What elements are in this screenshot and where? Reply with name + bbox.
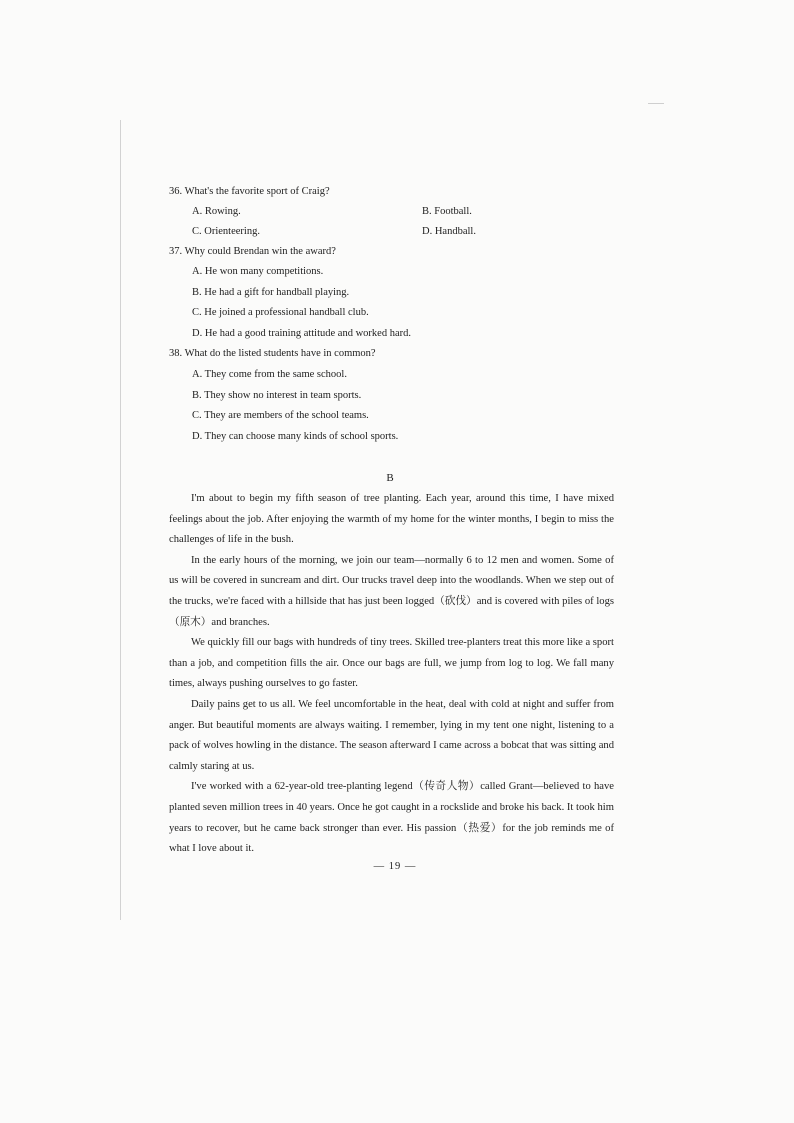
passage-paragraph: Daily pains get to us all. We feel uncomfortable in the heat, deal with cold at night and suffer from anger. But beautiful moments are always waiting. I remember, lying in my tent one night, listening to a pack of wolves howling in the distance. The season afterward I came across a bobcat that was sitting and calmly staring at us.: [169, 698, 614, 772]
passage-paragraph: I've worked with a 62-year-old tree-planting legend（传奇人物）called Grant—believed to have planted seven million trees in 40 years. Once he got caught in a rockslide and broke his back. It took him years to recover, but he came back stronger than ever. His passion（热爱）for the job reminds me of what I love about it.: [169, 781, 614, 855]
option-38-a: [192, 368, 347, 381]
option-36-a: [192, 205, 241, 218]
option-37-c: [192, 306, 369, 319]
option-letter: D.: [192, 431, 203, 442]
option-38-d: [192, 430, 398, 443]
option-38-b: [192, 389, 361, 402]
option-text: They show no interest in team sports.: [204, 390, 362, 401]
option-text: He joined a professional handball club.: [204, 307, 369, 318]
section-heading: B: [386, 472, 394, 484]
option-letter: C.: [192, 410, 202, 421]
option-text: He had a gift for handball playing.: [204, 287, 350, 298]
option-37-b: [192, 286, 349, 299]
question-number: 36.: [169, 186, 183, 197]
option-text: They come from the same school.: [204, 369, 347, 380]
option-text: Orienteering.: [204, 226, 260, 237]
option-text: They are members of the school teams.: [204, 410, 369, 421]
question-text: What do the listed students have in common?: [184, 348, 376, 359]
option-text: He had a good training attitude and worked hard.: [204, 328, 411, 339]
option-36-d: [422, 225, 476, 238]
option-text: He won many competitions.: [204, 266, 324, 277]
question-text: What's the favorite sport of Craig?: [184, 186, 330, 197]
option-37-a: [192, 265, 323, 278]
option-text: They can choose many kinds of school sports.: [204, 431, 399, 442]
question-36: [169, 185, 330, 198]
option-letter: A.: [192, 206, 203, 217]
option-text: Handball.: [434, 226, 476, 237]
question-number: 37.: [169, 246, 183, 257]
option-letter: B.: [192, 287, 202, 298]
passage-paragraph: I'm about to begin my fifth season of tree planting. Each year, around this time, I have mixed feelings about the job. After enjoying the warmth of my home for the winter months, I begin to miss the challenges of life in the bush.: [169, 493, 614, 546]
option-letter: A.: [192, 266, 203, 277]
question-38: [169, 347, 376, 360]
option-letter: D.: [422, 226, 433, 237]
passage-paragraph: We quickly fill our bags with hundreds of tiny trees. Skilled tree-planters treat this more like a sport than a job, and competition fills the air. Once our bags are full, we jump from log to log. We fall many times, always pushing ourselves to go faster.: [169, 637, 614, 690]
option-letter: B.: [422, 206, 432, 217]
option-letter: A.: [192, 369, 203, 380]
option-text: Rowing.: [204, 206, 241, 217]
scan-mark: [648, 103, 664, 104]
option-38-c: [192, 409, 369, 422]
page-number: — 19 —: [373, 861, 417, 872]
option-letter: B.: [192, 390, 202, 401]
question-37: [169, 245, 336, 258]
option-letter: D.: [192, 328, 203, 339]
option-letter: C.: [192, 226, 202, 237]
option-letter: C.: [192, 307, 202, 318]
option-37-d: [192, 327, 411, 340]
scan-edge-line: [120, 120, 121, 920]
option-36-b: [422, 205, 472, 218]
option-text: Football.: [434, 206, 472, 217]
option-36-c: [192, 225, 260, 238]
question-number: 38.: [169, 348, 183, 359]
passage-paragraph: In the early hours of the morning, we join our team—normally 6 to 12 men and women. Some of us will be covered in suncream and dirt. Our trucks travel deep into the woodlands. When we step out of the trucks, we're faced with a hillside that has just been logged（砍伐）and is covered with piles of logs（原木）and branches.: [169, 554, 614, 628]
question-text: Why could Brendan win the award?: [184, 246, 336, 257]
reading-passage: [169, 489, 614, 860]
